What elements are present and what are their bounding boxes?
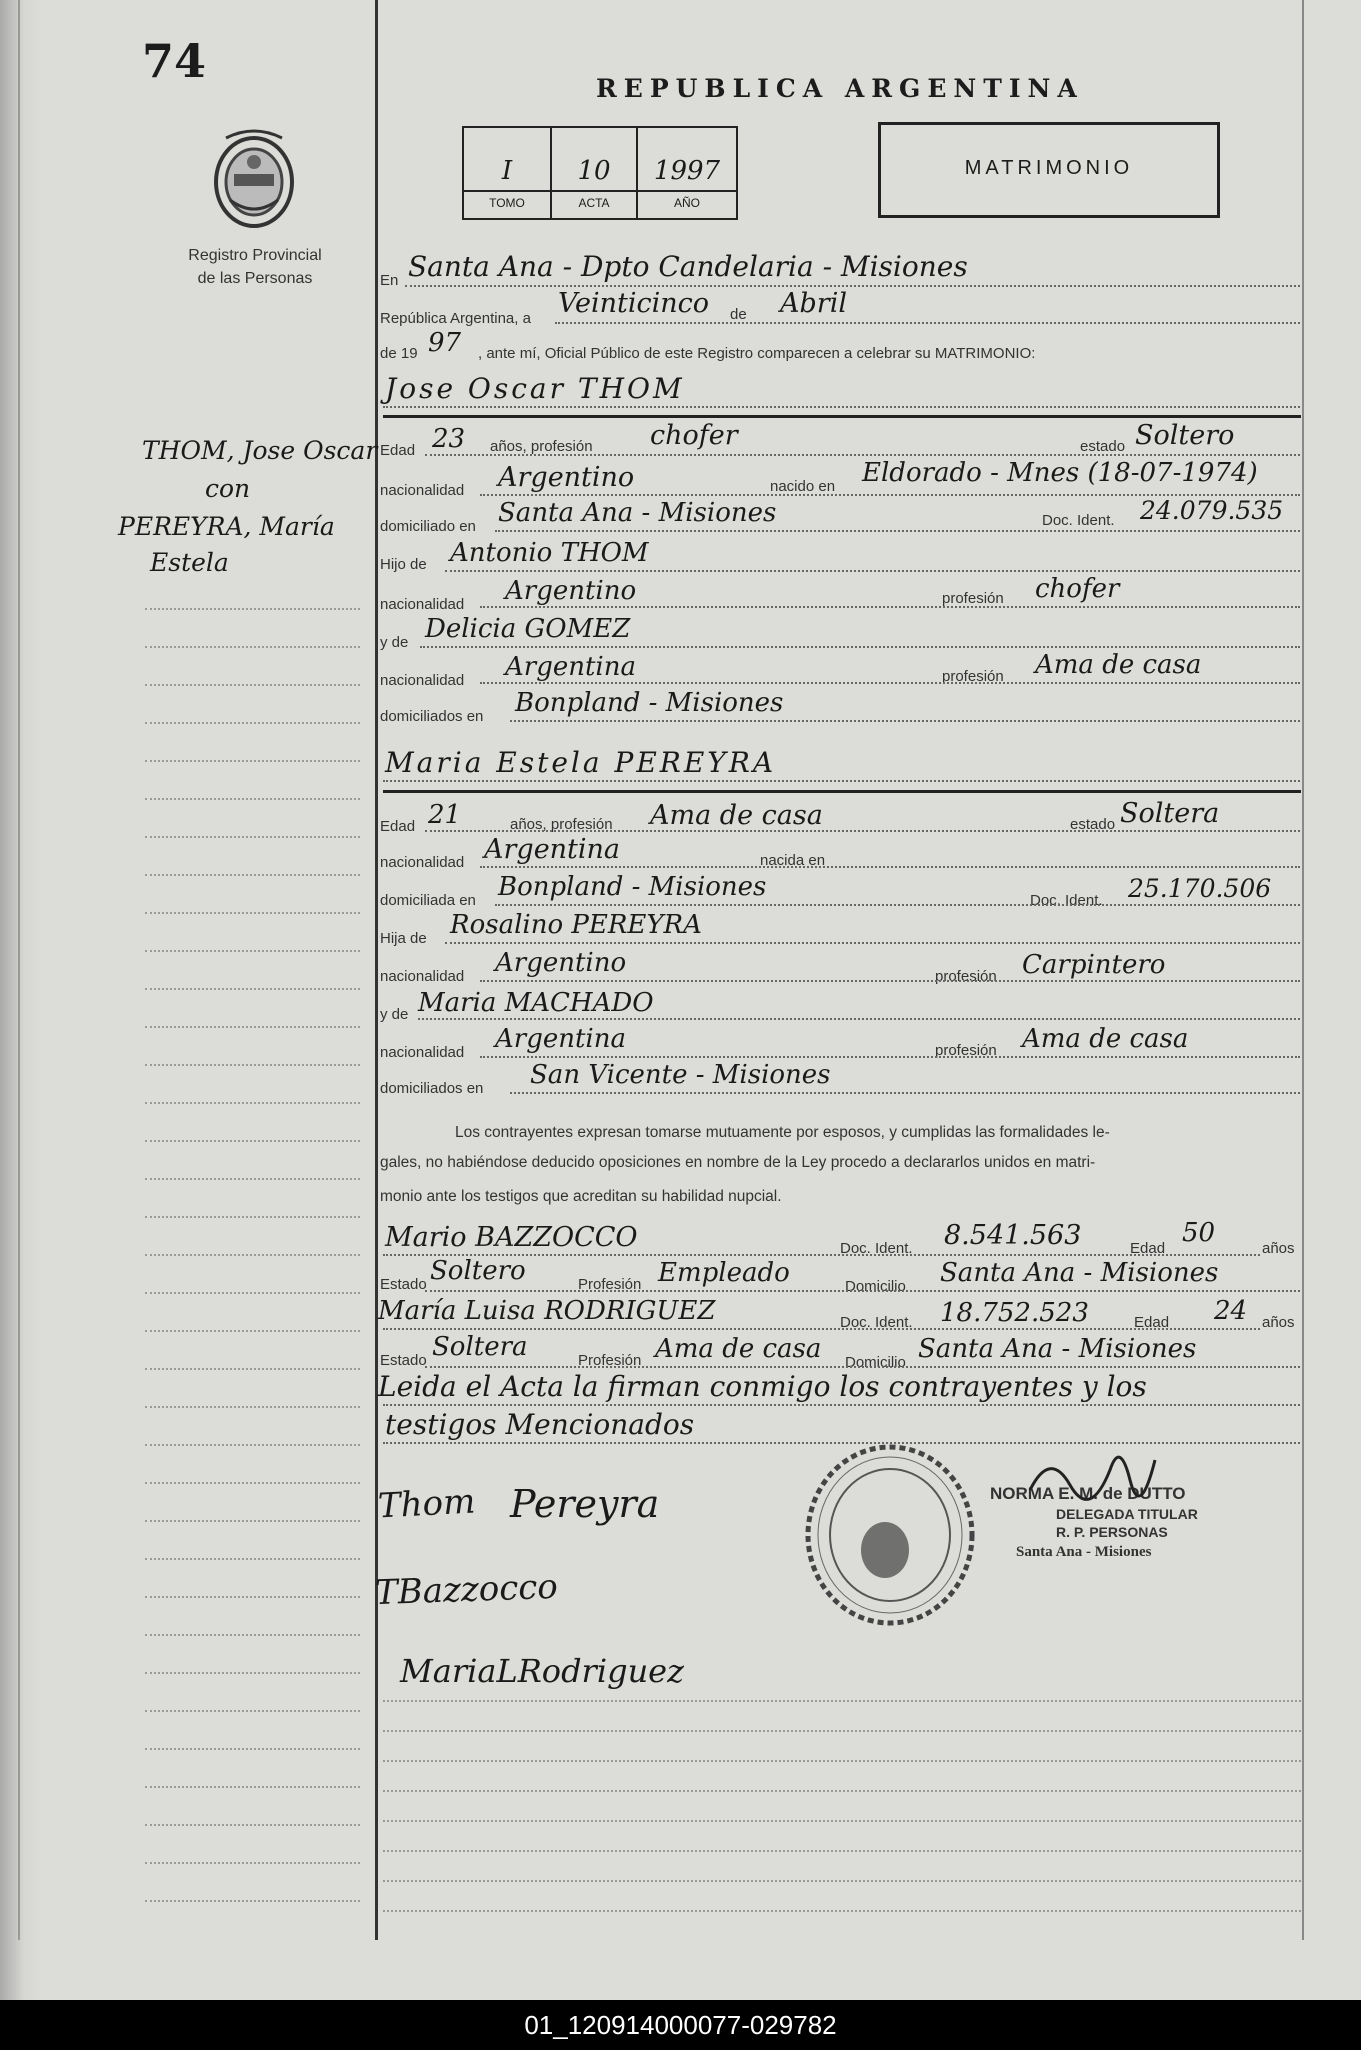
declaration-line2: gales, no habiéndose deducido oposiciones en nombre de la Ley procedo a declararlos unidos en matri- xyxy=(380,1154,1096,1171)
witness1-prof-label: Profesión xyxy=(578,1276,642,1293)
body-ruled-line xyxy=(383,1910,1301,1912)
witness1-estado-label: Estado xyxy=(380,1276,427,1293)
groom-edad-label: Edad xyxy=(380,442,416,459)
witness2-estado-label: Estado xyxy=(380,1352,427,1369)
witness2-name: María Luisa RODRIGUEZ xyxy=(378,1296,716,1326)
margin-ruled-line xyxy=(145,1216,360,1218)
ano-value: 1997 xyxy=(653,156,721,186)
margin-ruled-line xyxy=(145,1406,360,1408)
registry-label-2: de las Personas xyxy=(197,270,313,287)
margin-ruled-line xyxy=(145,1330,360,1332)
margin-ruled-line xyxy=(145,1634,360,1636)
year-suffix: 97 xyxy=(428,328,462,358)
tomo-label: TOMO xyxy=(489,196,525,210)
bride-father-prof: Carpintero xyxy=(1022,950,1166,980)
republica-label: República Argentina, a xyxy=(380,310,531,327)
witness1-anos-label: años xyxy=(1262,1240,1295,1257)
margin-ruled-line xyxy=(145,1558,360,1560)
groom-name: Jose Oscar THOM xyxy=(385,372,685,405)
witness1-dom-label: Domicilio xyxy=(845,1278,906,1295)
margin-note-line2: con xyxy=(205,474,251,503)
margin-ruled-line xyxy=(145,684,360,686)
groom-domicilio: Santa Ana - Misiones xyxy=(498,498,777,528)
groom-nac: Argentino xyxy=(498,462,635,493)
closing-line2: testigos Mencionados xyxy=(385,1408,695,1441)
reference-box xyxy=(462,126,738,220)
margin-ruled-line xyxy=(145,912,360,914)
bride-dom-label: domiciliada en xyxy=(380,892,476,909)
groom-estado-label: estado xyxy=(1080,438,1126,455)
witness2-prof-label: Profesión xyxy=(578,1352,642,1369)
margin-ruled-line xyxy=(145,1482,360,1484)
margin-ruled-line xyxy=(145,1824,360,1826)
signature-4: MariaLRodriguez xyxy=(400,1652,684,1690)
body-ruled-line xyxy=(383,1730,1301,1732)
bride-edad-label: Edad xyxy=(380,818,416,835)
right-border xyxy=(1302,0,1304,1940)
acta-label: ACTA xyxy=(578,196,610,210)
margin-ruled-line xyxy=(145,874,360,876)
witness1-domicilio: Santa Ana - Misiones xyxy=(940,1258,1219,1288)
stamp-line2: DELEGADA TITULAR xyxy=(1056,1506,1198,1522)
margin-ruled-line xyxy=(145,1672,360,1674)
bride-name: Maria Estela PEREYRA xyxy=(385,746,777,779)
bride-hija-label: Hija de xyxy=(380,930,427,947)
bride-mother-nac-label: nacionalidad xyxy=(380,1044,465,1061)
witness2-dom-label: Domicilio xyxy=(845,1354,906,1371)
bride-profesion: Ama de casa xyxy=(650,800,823,831)
margin-ruled-line xyxy=(145,1102,360,1104)
bride-mother-nac: Argentina xyxy=(495,1024,626,1054)
bride-rule xyxy=(383,790,1301,793)
intro-statement: , ante mí, Oficial Público de este Registro comparecen a celebrar su MATRIMONIO: xyxy=(478,345,1036,362)
witness2-domicilio: Santa Ana - Misiones xyxy=(918,1334,1197,1364)
groom-mother-prof-label: profesión xyxy=(942,668,1004,685)
groom-nacido: Eldorado - Mnes (18-07-1974) xyxy=(862,458,1258,488)
margin-note-line3: PEREYRA, María xyxy=(118,512,335,541)
bride-estado: Soltera xyxy=(1120,798,1220,829)
margin-ruled-line xyxy=(145,1520,360,1522)
bride-estado-label: estado xyxy=(1070,816,1116,833)
signature-2: Pereyra xyxy=(510,1482,660,1526)
groom-father: Antonio THOM xyxy=(450,538,649,568)
official-seal-icon xyxy=(800,1440,980,1630)
bride-edad: 21 xyxy=(428,800,462,830)
margin-ruled-line xyxy=(145,1710,360,1712)
witness1-doc-label: Doc. Ident. xyxy=(840,1240,913,1257)
en-label: En xyxy=(380,272,399,289)
groom-mother-nac: Argentina xyxy=(505,652,636,682)
groom-rule xyxy=(383,415,1301,418)
act-type: MATRIMONIO xyxy=(964,157,1134,179)
groom-mother: Delicia GOMEZ xyxy=(425,614,631,644)
bride-father-nac-label: nacionalidad xyxy=(380,968,465,985)
groom-yde-label: y de xyxy=(380,634,409,651)
margin-divider xyxy=(375,0,378,1940)
bride-nac-label: nacionalidad xyxy=(380,854,465,871)
stamp-line4: Santa Ana - Misiones xyxy=(1016,1544,1152,1560)
witness2-doc: 18.752.523 xyxy=(940,1298,1089,1328)
groom-mother-nac-label: nacionalidad xyxy=(380,672,465,689)
coat-of-arms-icon xyxy=(210,128,298,232)
groom-profesion: chofer xyxy=(650,420,738,451)
stamp-line3: R. P. PERSONAS xyxy=(1056,1524,1168,1540)
bride-mother: Maria MACHADO xyxy=(418,988,654,1018)
margin-ruled-line xyxy=(145,1026,360,1028)
bride-mother-prof-label: profesión xyxy=(935,1042,997,1059)
place-value: Santa Ana - Dpto Candelaria - Misiones xyxy=(408,250,968,283)
bride-parents-dom: San Vicente - Misiones xyxy=(530,1060,831,1090)
bride-domicilio: Bonpland - Misiones xyxy=(498,872,767,902)
declaration-line3: monio ante los testigos que acreditan su habilidad nupcial. xyxy=(380,1188,782,1205)
body-ruled-line xyxy=(383,1880,1301,1882)
witness1-estado: Soltero xyxy=(430,1256,526,1286)
witness1-edad-label: Edad xyxy=(1130,1240,1166,1257)
groom-estado: Soltero xyxy=(1135,420,1235,451)
groom-nac-label: nacionalidad xyxy=(380,482,465,499)
month-value: Abril xyxy=(780,288,847,319)
margin-ruled-line xyxy=(145,1596,360,1598)
bride-father: Rosalino PEREYRA xyxy=(450,910,702,940)
witness1-doc: 8.541.563 xyxy=(944,1220,1082,1251)
groom-parents-dom: Bonpland - Misiones xyxy=(515,688,784,718)
margin-ruled-line xyxy=(145,1140,360,1142)
witness1-name: Mario BAZZOCCO xyxy=(385,1222,638,1253)
margin-ruled-line xyxy=(145,646,360,648)
groom-nacido-label: nacido en xyxy=(770,478,836,495)
bride-doc: 25.170.506 xyxy=(1128,874,1272,903)
signature-3: TBazzocco xyxy=(374,1566,559,1614)
witness2-estado: Soltera xyxy=(432,1332,528,1362)
margin-ruled-line xyxy=(145,608,360,610)
declaration-line1: Los contrayentes expresan tomarse mutuamente por esposos, y cumplidas las formalidades le- xyxy=(455,1124,1110,1141)
bride-father-prof-label: profesión xyxy=(935,968,997,985)
witness2-doc-label: Doc. Ident. xyxy=(840,1314,913,1331)
margin-ruled-line xyxy=(145,1254,360,1256)
body-ruled-line xyxy=(383,1820,1301,1822)
margin-ruled-line xyxy=(145,1786,360,1788)
groom-edad: 23 xyxy=(432,424,466,454)
margin-ruled-line xyxy=(145,1368,360,1370)
margin-ruled-line xyxy=(145,798,360,800)
margin-ruled-line xyxy=(145,1064,360,1066)
registry-label-1: Registro Provincial xyxy=(188,247,322,264)
margin-note-line1: THOM, Jose Oscar xyxy=(142,436,378,465)
footer-id: 01_120914000077-029782 xyxy=(0,2000,1361,2050)
acta-value: 10 xyxy=(577,156,611,186)
margin-ruled-line xyxy=(145,760,360,762)
tomo-value: I xyxy=(501,156,513,186)
witness1-profesion: Empleado xyxy=(658,1258,790,1288)
witness2-anos-label: años xyxy=(1262,1314,1295,1331)
margin-ruled-line xyxy=(145,1900,360,1902)
groom-doc: 24.079.535 xyxy=(1140,496,1284,525)
body-ruled-line xyxy=(383,1850,1301,1852)
year-prefix: de 19 xyxy=(380,345,418,362)
ano-label: AÑO xyxy=(673,196,700,210)
act-type-box xyxy=(878,122,1220,218)
bride-prof-label: años, profesión xyxy=(510,816,613,833)
groom-mother-prof: Ama de casa xyxy=(1035,650,1202,680)
official-signature-icon xyxy=(1020,1430,1160,1510)
signature-1: Thom xyxy=(377,1481,477,1527)
margin-ruled-line xyxy=(145,1292,360,1294)
margin-ruled-line xyxy=(145,722,360,724)
groom-father-prof: chofer xyxy=(1035,574,1120,604)
margin-ruled-line xyxy=(145,1862,360,1864)
groom-doc-label: Doc. Ident. xyxy=(1042,512,1115,529)
margin-ruled-line xyxy=(145,950,360,952)
bride-yde-label: y de xyxy=(380,1006,409,1023)
groom-prof-label: años, profesión xyxy=(490,438,593,455)
book-binding xyxy=(0,0,40,2000)
witness2-edad: 24 xyxy=(1214,1296,1248,1326)
margin-note-line4: Estela xyxy=(150,548,229,577)
stamp-line1: NORMA E. M. de DUTTO xyxy=(990,1484,1186,1503)
bride-nac: Argentina xyxy=(484,834,621,865)
body-ruled-line xyxy=(383,1760,1301,1762)
bride-father-nac: Argentino xyxy=(495,948,627,978)
day-value: Veinticinco xyxy=(558,288,710,319)
margin-ruled-line xyxy=(145,988,360,990)
groom-father-prof-label: profesión xyxy=(942,590,1004,607)
closing-line1: Leida el Acta la firman conmigo los contrayentes y los xyxy=(378,1370,1147,1403)
margin-ruled-line xyxy=(145,836,360,838)
witness1-edad: 50 xyxy=(1182,1218,1216,1248)
witness2-profesion: Ama de casa xyxy=(655,1334,822,1364)
groom-dom-label: domiciliado en xyxy=(380,518,476,535)
groom-father-nac: Argentino xyxy=(505,576,637,606)
bride-doc-label: Doc. Ident. xyxy=(1030,892,1103,909)
header-title: REPUBLICA ARGENTINA xyxy=(596,74,1084,103)
body-ruled-line xyxy=(383,1790,1301,1792)
margin-ruled-line xyxy=(145,1178,360,1180)
margin-ruled-line xyxy=(145,1748,360,1750)
margin-ruled-line xyxy=(145,1444,360,1446)
groom-parents-dom-label: domiciliados en xyxy=(380,708,484,725)
left-page-edge xyxy=(18,0,20,1940)
body-ruled-line xyxy=(383,1700,1301,1702)
groom-hijo-label: Hijo de xyxy=(380,556,427,573)
page-number: 74 xyxy=(142,34,207,88)
bride-parents-dom-label: domiciliados en xyxy=(380,1080,484,1097)
bride-mother-prof: Ama de casa xyxy=(1022,1024,1189,1054)
groom-father-nac-label: nacionalidad xyxy=(380,596,465,613)
de-label: de xyxy=(730,306,747,323)
witness2-edad-label: Edad xyxy=(1134,1314,1170,1331)
bride-nacida-label: nacida en xyxy=(760,852,826,869)
